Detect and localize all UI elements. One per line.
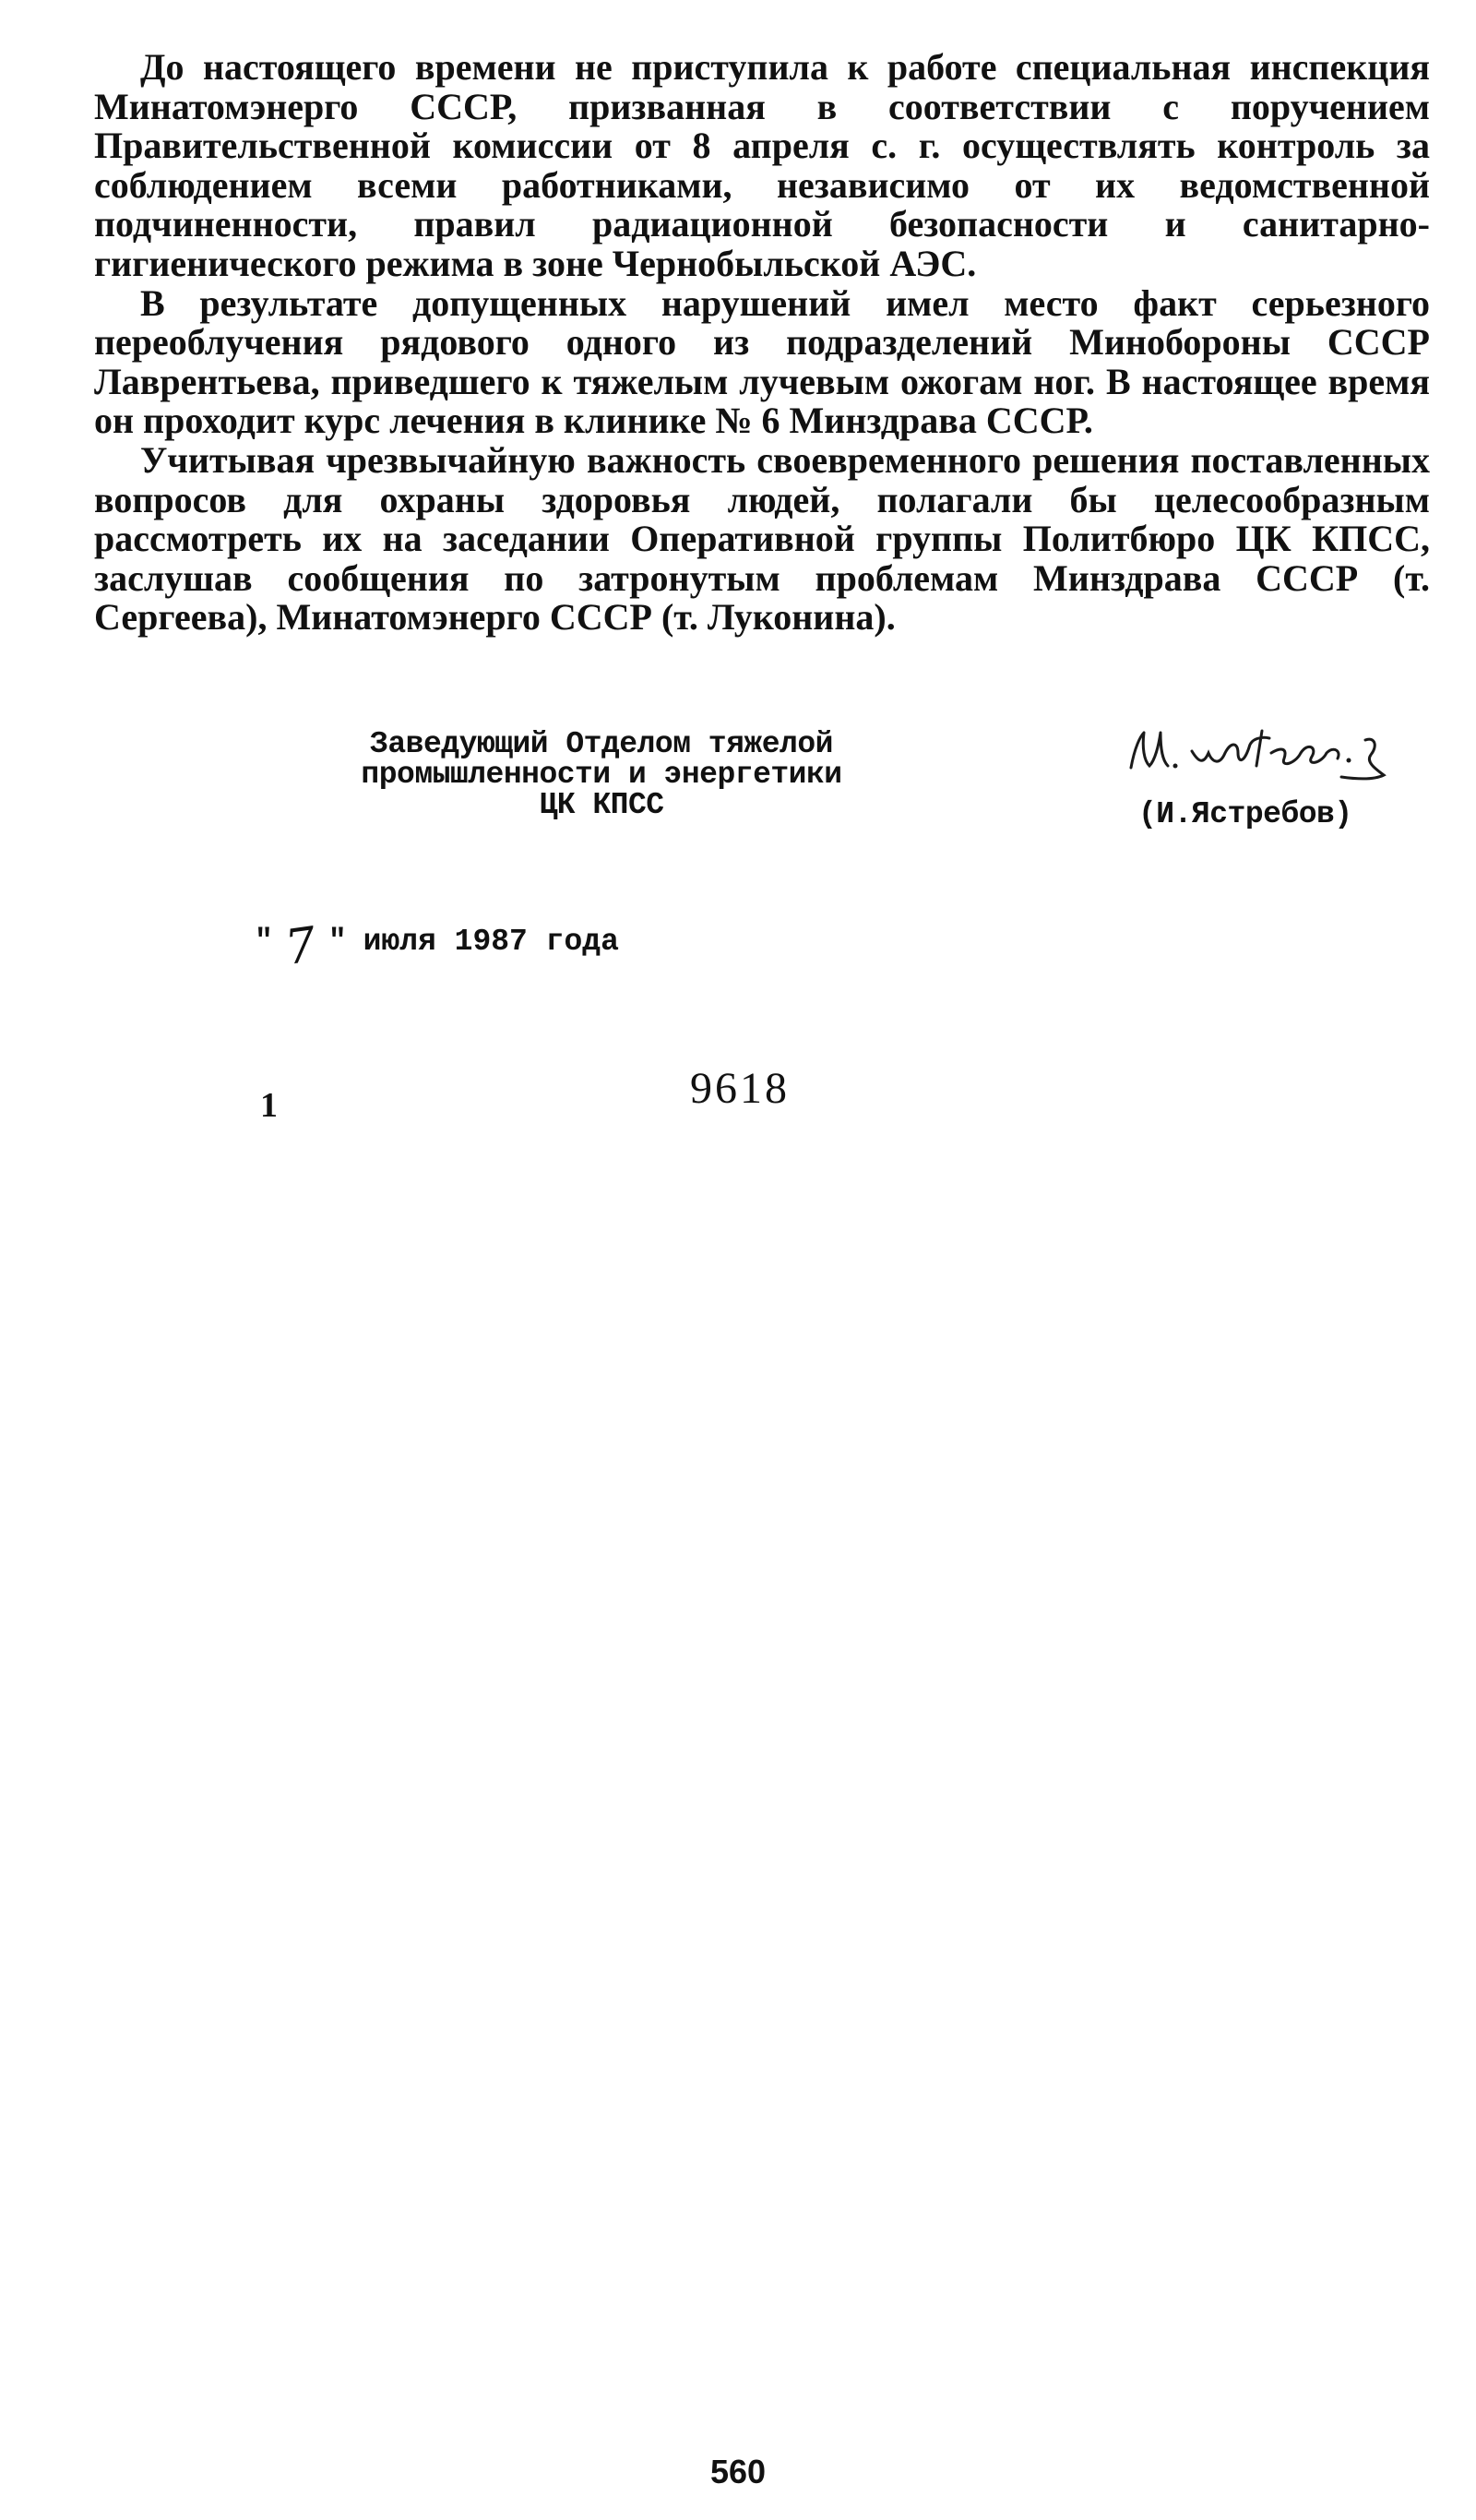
signer-position — [325, 729, 878, 820]
signer-position-line-3: ЦК КПСС — [539, 788, 664, 822]
page-number: 560 — [709, 2453, 767, 2490]
paragraph-proposal: Учитывая чрезвычайную важность своевременного решения поставленных вопросов для охраны здоровья людей, полагали бы целесообразным рассмотреть их на заседании Оперативной группы Политбюро ЦК КПСС, заслушав сообщения по затронутым проблемам Минздрава СССР (т. Сергеева), Минатомэнерго СССР (т. Луконина). — [94, 438, 1430, 639]
paragraph-overexposure: В результате допущенных нарушений имел место факт серьезного переоблучения рядового одного из подразделений Минобороны СССР Лаврентьева, приведшего к тяжелым лучевым ожогам ног. В настоящее время он проходит курс лечения в клинике № 6 Минздрава СССР. — [94, 281, 1430, 442]
signer-position-line-2: промышленности и энергетики — [361, 758, 842, 792]
document-date — [255, 914, 619, 977]
handwritten-signature — [1124, 720, 1400, 784]
date-open-quote: " — [255, 924, 273, 959]
date-day-handwritten: 7 — [281, 916, 320, 977]
paragraph-inspection: До настоящего времени не приступила к работе специальная инспекция Минатомэнерго СССР, призванная в соответствии с поручением Правительственной комиссии от 8 апреля с. г. осуществлять контроль за соблюдением всеми работниками, независимо от их ведомственной подчиненности, правил радиационной безопасности и санитарно-гигиенического режима в зоне Чернобыльской АЭС. — [94, 46, 1430, 284]
date-month-year: июля 1987 года — [363, 924, 619, 959]
letter-body — [94, 48, 1430, 638]
signer-name: (И.Ястребов) — [1138, 797, 1352, 831]
signer-position-line-1: Заведующий Отделом тяжелой — [370, 727, 833, 761]
copy-number: 1 — [260, 1086, 278, 1125]
date-close-quote: " — [327, 924, 347, 959]
document-number: 9618 — [690, 1064, 790, 1113]
